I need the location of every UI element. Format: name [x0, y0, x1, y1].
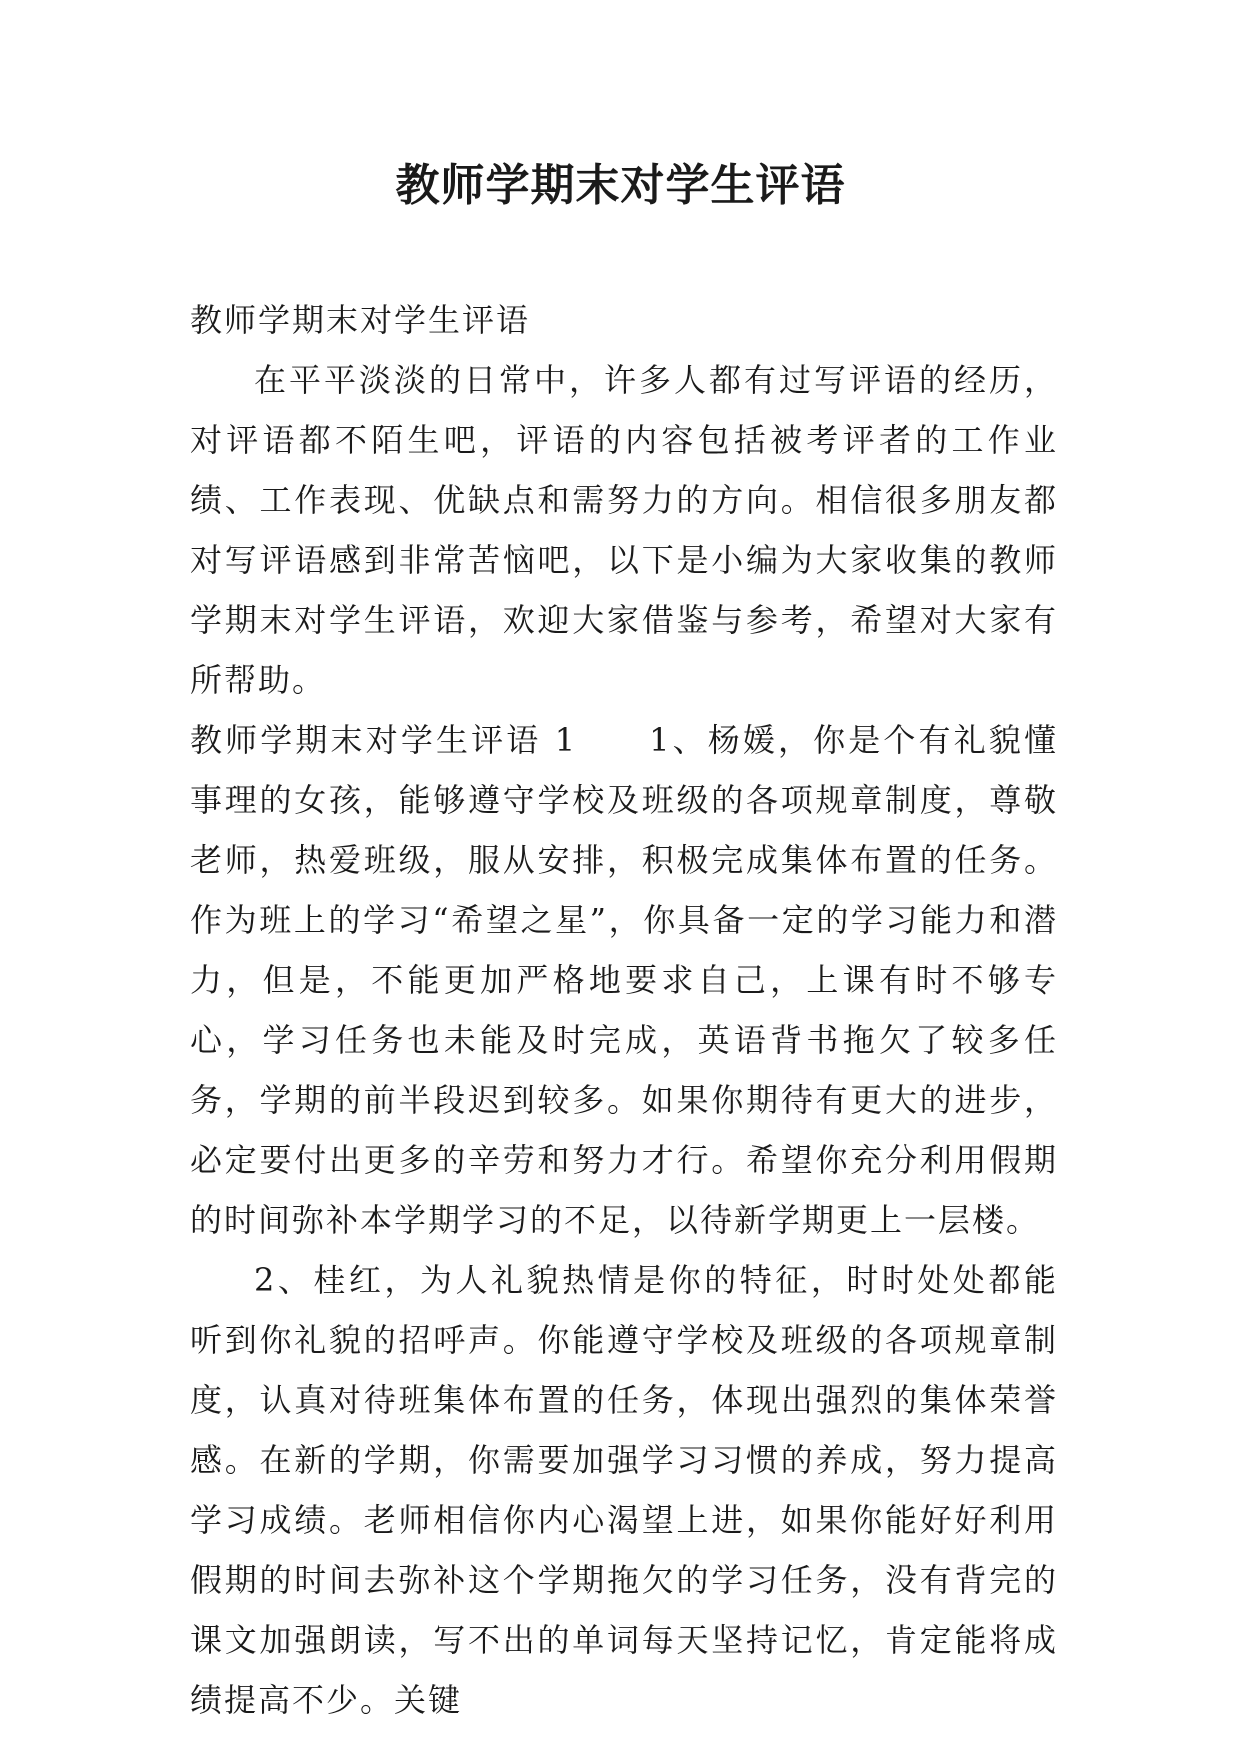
section-heading-1: 教师学期末对学生评语 1	[190, 721, 578, 759]
intro-paragraph: 在平平淡淡的日常中，许多人都有过写评语的经历，对评语都不陌生吧，评语的内容包括被考评者的工作业绩、工作表现、优缺点和需努力的方向。相信很多朋友都对写评语感到非常苦恼吧，以下是小编为大家收集的教师学期末对学生评语，欢迎大家借鉴与参考，希望对大家有所帮助。	[190, 361, 1058, 699]
document-subtitle: 教师学期末对学生评语	[190, 301, 531, 339]
comment-1-text: 1、杨媛，你是个有礼貌懂事理的女孩，能够遵守学校及班级的各项规章制度，尊敬老师，热爱班级，服从安排，积极完成集体布置的任务。作为班上的学习“希望之星”，你具备一定的学习能力和潜力，但是，不能更加严格地要求自己，上课有时不够专心，学习任务也未能及时完成，英语背书拖欠了较多任务，学期的前半段迟到较多。如果你期待有更大的进步，必定要付出更多的辛劳和努力才行。希望你充分利用假期的时间弥补本学期学习的不足，以待新学期更上一层楼。	[190, 721, 1058, 1239]
comment-paragraph-1	[190, 710, 1058, 1250]
comment-paragraph-2: 2、桂红，为人礼貌热情是你的特征，时时处处都能听到你礼貌的招呼声。你能遵守学校及班级的各项规章制度，认真对待班集体布置的任务，体现出强烈的集体荣誉感。在新的学期，你需要加强学习习惯的养成，努力提高学习成绩。老师相信你内心渴望上进，如果你能好好利用假期的时间去弥补这个学期拖欠的学习任务，没有背完的课文加强朗读，写不出的单词每天坚持记忆，肯定能将成绩提高不少。关键	[190, 1261, 1058, 1719]
document-body	[190, 290, 1058, 1730]
document-title: 教师学期末对学生评语	[395, 160, 846, 211]
